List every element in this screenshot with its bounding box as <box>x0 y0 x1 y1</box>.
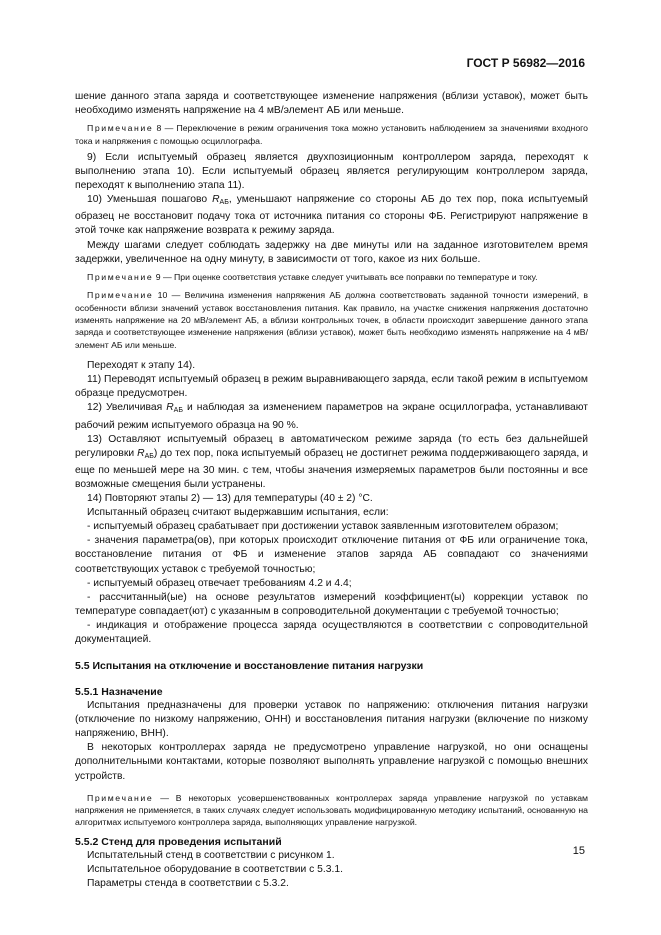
note-label: Примечание <box>87 290 154 301</box>
test-stand-paragraph: Испытательное оборудование в соответствии с 5.3.1. <box>87 863 343 875</box>
step-text: 12) Увеличивая <box>87 402 167 414</box>
criteria-item: - индикация и отображение процесса заряда осуществляются в соответствии с сопроводительной документацией. <box>75 619 588 645</box>
note-text: — В некоторых усовершенствованных контроллерах заряда управление нагрузкой по уставкам напряжения не применяется, в таких случаях следует использовать модифицированную методику испытаний, основанную на алгоритмах испытуемого контроллера заряда, выполняющих управление нагрузкой. <box>75 792 588 828</box>
resistance-symbol: R <box>212 194 220 206</box>
note-text: 9 — При оценке соответствия уставке следует учитывать все поправки по температуре и току. <box>153 271 538 282</box>
continued-paragraph: шение данного этапа заряда и соответствующее изменение напряжения (вблизи уставок), может быть необходимо изменять напряжение на 4 мВ/элемент АБ или меньше. <box>75 91 588 117</box>
note-load-control <box>75 792 588 829</box>
page-number: 15 <box>572 845 585 857</box>
resistance-subscript: АБ <box>144 452 154 460</box>
document-standard-id: ГОСТ Р 56982—2016 <box>466 56 585 70</box>
resistance-subscript: АБ <box>219 199 229 207</box>
note-label: Примечание <box>87 271 154 282</box>
criteria-item: - значения параметра(ов), при которых происходит отключение питания от ФБ или ограничение тока, восстановление питания от ФБ и изменение этапов заряда АБ совпадают со значениями соответствующих уставок с требуемой точностью; <box>75 535 588 575</box>
note-label: Примечание <box>87 792 154 803</box>
criteria-item: - испытуемый образец срабатывает при достижении уставок заявленным изготовителем образом; <box>87 521 559 533</box>
resistance-subscript: АБ <box>173 407 183 415</box>
purpose-paragraph: В некоторых контроллерах заряда не предусмотрено управление нагрузкой, но они оснащены дополнительными контактами, которые позволяют выполнять управление нагрузкой с помощью внешних устройств. <box>75 742 588 782</box>
note-10 <box>75 289 588 351</box>
test-stand-paragraph: Испытательный стенд в соответствии с рисунком 1. <box>87 849 335 861</box>
goto-step-14: Переходят к этапу 14). <box>87 360 196 372</box>
note-label: Примечание <box>87 123 154 134</box>
step-text: и наблюдая за изменением параметров на экране осциллографа, устанавливают рабочий режим испытуемого образца на 90 %. <box>75 402 588 431</box>
subsection-heading-5-5-1: 5.5.1 Назначение <box>75 686 163 699</box>
note-text: 8 — Переключение в режим ограничения тока можно установить наблюдением за значениями входного тока и напряжения с помощью осциллографа. <box>75 123 588 146</box>
step-text: 13) Оставляют испытуемый образец в автоматическом режиме заряда (то есть без дальнейшей регулировки <box>75 433 588 459</box>
step-text: ) до тех пор, пока испытуемый образец не достигнет режима поддерживающего заряда, и еще по меньшей мере на 30 мин. с тем, чтобы значения измеряемых параметров были постоянны и все возможные смещения были устранены. <box>75 447 588 490</box>
resistance-symbol: R <box>166 402 174 414</box>
note-9 <box>75 271 588 283</box>
test-stand-paragraph: Параметры стенда в соответствии с 5.3.2. <box>87 878 289 890</box>
resistance-symbol: R <box>137 447 145 459</box>
step-text: 10) Уменьшая пошагово <box>87 194 213 206</box>
step-11: 11) Переводят испытуемый образец в режим выравнивающего заряда, если такой режим в испытуемом образце предусмотрен. <box>75 374 588 400</box>
pass-criteria-intro: Испытанный образец считают выдержавшим испытания, если: <box>87 507 389 519</box>
step-14: 14) Повторяют этапы 2) — 13) для температуры (40 ± 2) °C. <box>87 493 373 505</box>
criteria-item: - рассчитанный(ые) на основе результатов измерений коэффициент(ы) коррекции уставок по температуре совпадает(ют) с указанным в сопроводительной документации с требуемой точностью; <box>75 591 588 617</box>
step-13 <box>75 433 588 492</box>
note-8 <box>75 122 588 147</box>
criteria-item: - испытуемый образец отвечает требованиям 4.2 и 4.4; <box>87 577 352 589</box>
page-body <box>75 90 588 891</box>
delay-paragraph: Между шагами следует соблюдать задержку на две минуты или на заданное изготовителем время задержки, увеличенное на одну минуту, в зависимости от того, какое из них больше. <box>75 239 588 265</box>
step-12 <box>75 401 588 432</box>
note-text: 10 — Величина изменения напряжения АБ должна соответствовать заданной точности измерений, в особенности вблизи значений уставок восстановления питания. Как правило, на участке снижения напряжения достаточно изменять напряжение на 20 мВ/элемент АБ, а вблизи контрольных точек, в области происходит завершение данного этапа заряда и соответствующее изменение напряжения (вблизи уставок), может быть необходимо изменять напряжение на 4 мВ/элемент АБ или меньше. <box>75 290 588 350</box>
purpose-paragraph: Испытания предназначены для проверки уставок по напряжению: отключения питания нагрузки (отключение по низкому напряжению, ОНН) и восстановления питания нагрузки (включение по низкому напряжению, ВНН). <box>75 700 588 740</box>
step-text: , уменьшают напряжение со стороны АБ до тех пор, пока испытуемый образец не восстановит подачу тока от источника питания со стороны ФБ. Регистрируют напряжение в этой точке как напряжение возврата к режиму заряда. <box>75 194 588 237</box>
step-10 <box>75 193 588 238</box>
subsection-heading-5-5-2: 5.5.2 Стенд для проведения испытаний <box>75 835 282 848</box>
step-9: 9) Если испытуемый образец является двухпозиционным контроллером заряда, переходят к выполнению этапа 10). Если испытуемый образец является регулирующим контроллером заряда, переходят к выполнению этапа 11). <box>75 152 588 192</box>
section-heading-5-5: 5.5 Испытания на отключение и восстановление питания нагрузки <box>75 660 424 673</box>
